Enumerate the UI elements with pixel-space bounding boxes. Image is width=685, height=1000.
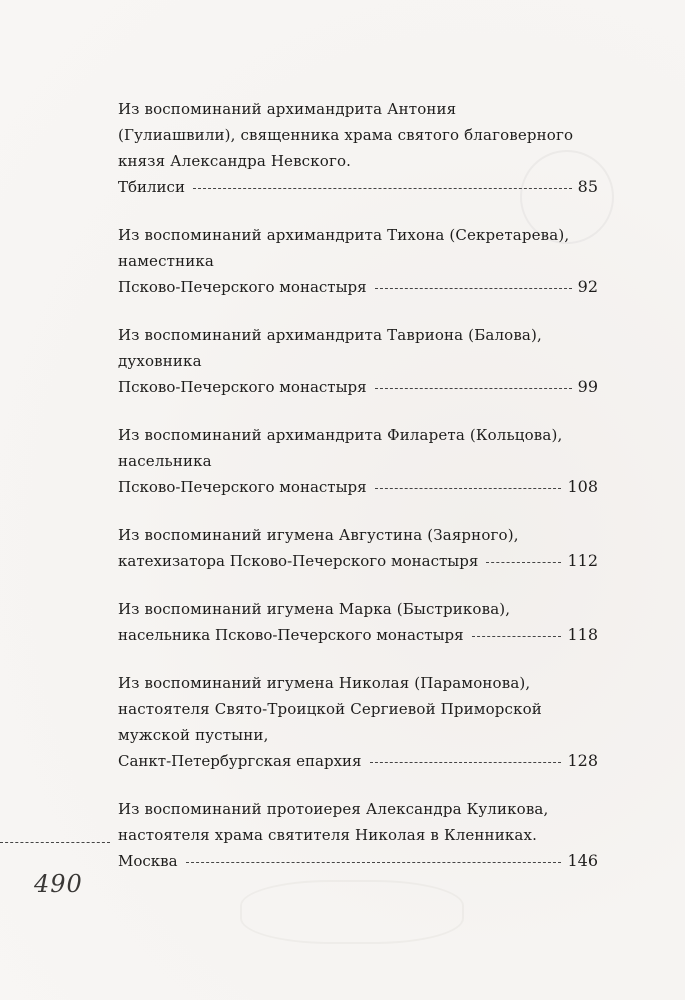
toc-entry-line: Псково-Печерского монастыря: [118, 278, 367, 296]
page-number[interactable]: 112: [567, 551, 598, 570]
toc-entry-line: насельника: [118, 452, 212, 470]
toc-entry[interactable]: [118, 222, 598, 300]
toc-entry-line: Из воспоминаний протоиерея Александра Куликова,: [118, 800, 549, 818]
toc-entry-line: Из воспоминаний архимандрита Антония: [118, 100, 457, 118]
toc-entry-line: Санкт-Петербургская епархия: [118, 752, 362, 770]
toc-entry[interactable]: [118, 322, 598, 400]
leader-dots: [370, 762, 562, 763]
toc-entry-line: Из воспоминаний архимандрита Филарета (Кольцова),: [118, 426, 563, 444]
toc-entry-last-line: [118, 748, 598, 774]
toc-entry-line: насельника Псково-Печерского монастыря: [118, 626, 464, 644]
toc-entry-line: настоятеля Свято-Троицкой Сергиевой Приморской: [118, 700, 542, 718]
page-number[interactable]: 146: [567, 851, 598, 870]
leader-dots: [375, 488, 562, 489]
leader-dots: [0, 842, 110, 843]
toc-entry[interactable]: [118, 596, 598, 648]
leader-dots: [193, 188, 572, 189]
toc-entry[interactable]: [118, 422, 598, 500]
page-number[interactable]: 99: [577, 377, 598, 396]
toc-entry-last-line: [118, 848, 598, 874]
toc-entry-line: Из воспоминаний игумена Марка (Быстрикова),: [118, 600, 511, 618]
toc-entry-last-line: [118, 474, 598, 500]
table-of-contents: [118, 96, 598, 896]
page-number[interactable]: 118: [567, 625, 598, 644]
page-number[interactable]: 92: [577, 277, 598, 296]
toc-entry-line: князя Александра Невского.: [118, 152, 352, 170]
toc-entry[interactable]: [118, 522, 598, 574]
toc-entry-last-line: [118, 548, 598, 574]
leader-dots: [486, 562, 561, 563]
leader-dots: [186, 862, 562, 863]
leader-dots: [375, 288, 572, 289]
toc-entry[interactable]: [118, 670, 598, 774]
toc-entry-line: Из воспоминаний архимандрита Тавриона (Балова),: [118, 326, 542, 344]
toc-entry-line: духовника: [118, 352, 202, 370]
toc-entry-line: Тбилиси: [118, 178, 185, 196]
toc-entry-line: Псково-Печерского монастыря: [118, 378, 367, 396]
toc-entry-line: настоятеля храма святителя Николая в Кленниках.: [118, 826, 537, 844]
toc-entry-line: Из воспоминаний архимандрита Тихона (Секретарева),: [118, 226, 570, 244]
toc-entry-line: Псково-Печерского монастыря: [118, 478, 367, 496]
leader-dots: [472, 636, 562, 637]
toc-entry-last-line: [118, 274, 598, 300]
page-number[interactable]: 108: [567, 477, 598, 496]
toc-entry[interactable]: [118, 796, 598, 874]
page-number[interactable]: 128: [567, 751, 598, 770]
toc-entry-line: (Гулиашвили), священника храма святого благоверного: [118, 126, 574, 144]
toc-entry-line: катехизатора Псково-Печерского монастыря: [118, 552, 479, 570]
toc-entry-last-line: [118, 622, 598, 648]
toc-entry-line: мужской пустыни,: [118, 726, 269, 744]
toc-entry-last-line: [118, 374, 598, 400]
toc-entry-line: Из воспоминаний игумена Николая (Парамонова),: [118, 674, 531, 692]
leader-dots: [375, 388, 572, 389]
toc-entry[interactable]: [118, 96, 598, 200]
toc-entry-line: Москва: [118, 852, 178, 870]
toc-entry-last-line: [118, 174, 598, 200]
page-number[interactable]: 85: [577, 177, 598, 196]
toc-entry-line: Из воспоминаний игумена Августина (Заярного),: [118, 526, 519, 544]
page-folio: 490: [34, 870, 83, 898]
toc-entry-line: наместника: [118, 252, 214, 270]
